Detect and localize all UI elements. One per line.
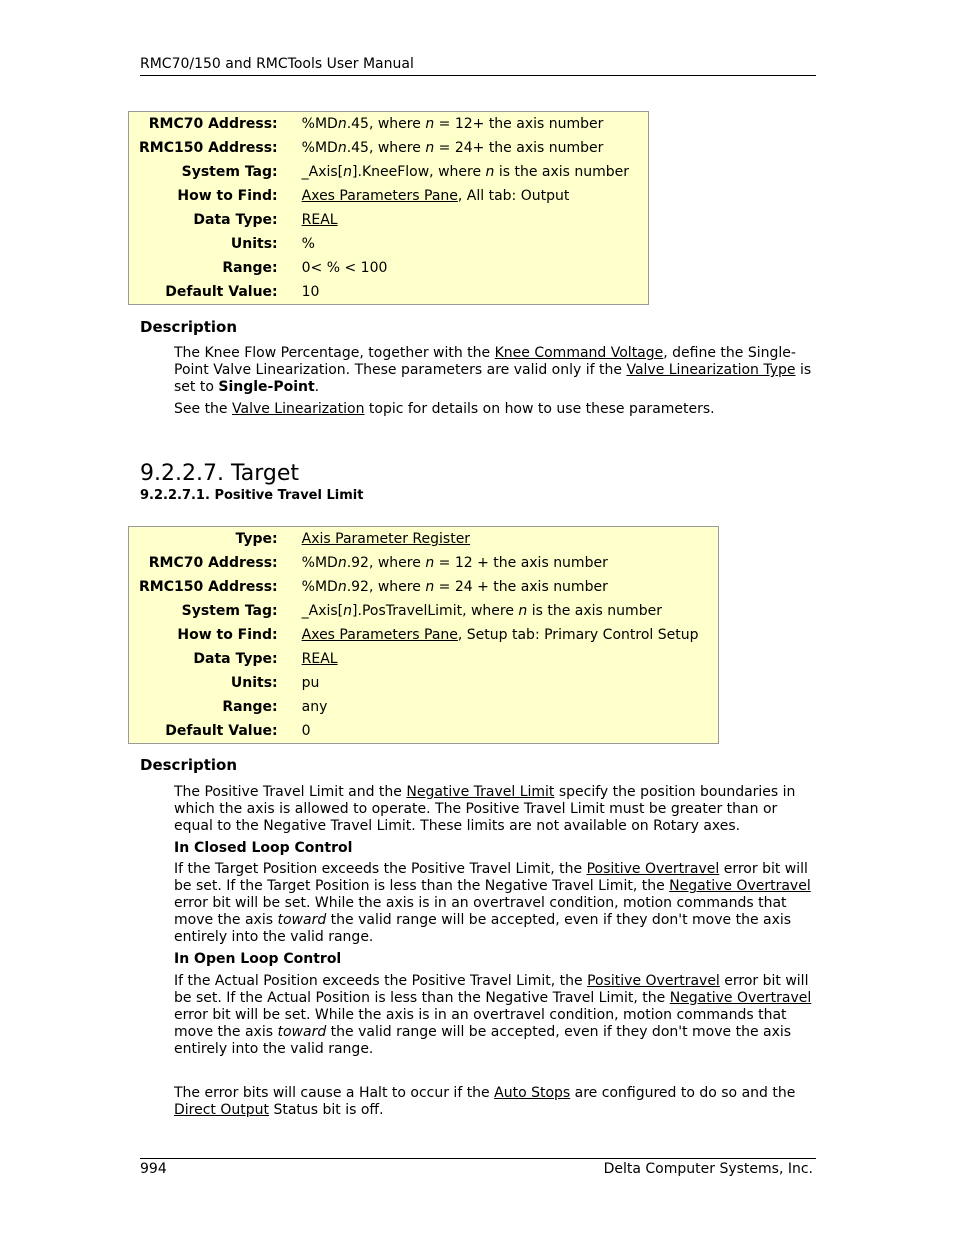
value-var: n — [425, 579, 435, 595]
row-value: 0< % < 100 — [301, 260, 388, 276]
text: Status bit is off. — [269, 1102, 384, 1118]
table-row — [129, 719, 718, 743]
text: are configured to do so and the — [570, 1085, 796, 1101]
row-value — [302, 575, 718, 599]
row-label: Default Value: — [165, 723, 278, 739]
open-loop-description — [174, 973, 814, 1058]
row-value — [302, 623, 718, 647]
row-value: any — [301, 699, 328, 715]
text: is set to — [174, 362, 812, 395]
travel-limit-description — [174, 784, 814, 835]
value-var: n — [343, 164, 353, 180]
page-number: 994 — [140, 1161, 167, 1177]
value-var: n — [425, 116, 435, 132]
value-var: n — [518, 603, 528, 619]
section-title: 9.2.2.7. Target — [140, 461, 300, 486]
row-value — [302, 599, 718, 623]
description-heading: Description — [140, 318, 238, 336]
row-label: How to Find: — [177, 627, 278, 643]
text: the valid range will be accepted, even if they don't move the axis entirely into the valid range. — [174, 912, 792, 945]
table-row — [129, 280, 648, 304]
table-row — [129, 647, 718, 671]
value-text: _Axis[ — [301, 603, 344, 619]
value-var: n — [485, 164, 495, 180]
table-row — [129, 232, 648, 256]
table-row — [129, 623, 718, 647]
closed-loop-heading: In Closed Loop Control — [174, 840, 353, 856]
table-row — [129, 160, 648, 184]
row-label: Units: — [230, 675, 278, 691]
text: error bit will be set. While the axis is in an overtravel condition, motion commands that move the axis — [174, 895, 787, 928]
table-row — [129, 551, 718, 575]
bold-text: Single-Point — [218, 379, 315, 395]
negative-overtravel-link[interactable]: Negative Overtravel — [669, 990, 812, 1006]
row-value — [302, 184, 648, 208]
row-label: Range: — [222, 699, 278, 715]
text: error bit will be set. While the axis is in an overtravel condition, motion commands that move the axis — [174, 1007, 787, 1040]
value-text: = 24 + the axis number — [434, 579, 608, 595]
footer-divider — [140, 1158, 816, 1159]
positive-overtravel-link[interactable]: Positive Overtravel — [586, 861, 720, 877]
row-label: RMC70 Address: — [148, 555, 278, 571]
value-var: n — [425, 555, 435, 571]
auto-stops-link[interactable]: Auto Stops — [494, 1085, 571, 1101]
value-var: n — [337, 116, 347, 132]
row-value — [302, 647, 718, 671]
value-var: n — [337, 555, 347, 571]
knee-flow-parameter-table — [128, 111, 649, 305]
real-link[interactable]: REAL — [301, 212, 338, 228]
value-text: is the axis number — [494, 164, 630, 180]
text: If the Actual Position exceeds the Positive Travel Limit, the — [174, 973, 588, 989]
row-label: Range: — [222, 260, 278, 276]
row-value — [302, 527, 718, 551]
table-row — [129, 112, 648, 136]
closed-loop-description — [174, 861, 814, 946]
table-row — [129, 136, 648, 160]
text: See the — [174, 401, 232, 417]
text: the valid range will be accepted, even if they don't move the axis entirely into the valid range. — [174, 1024, 792, 1057]
emphasis-text: toward — [277, 1024, 327, 1040]
row-label: How to Find: — [177, 188, 278, 204]
value-text: _Axis[ — [301, 164, 344, 180]
negative-overtravel-link[interactable]: Negative Overtravel — [669, 878, 811, 894]
value-text: .45, where — [346, 116, 426, 132]
value-text: = 12+ the axis number — [434, 116, 604, 132]
direct-output-link[interactable]: Direct Output — [174, 1102, 269, 1118]
axes-parameters-pane-link[interactable]: Axes Parameters Pane — [301, 627, 458, 643]
knee-flow-description — [174, 345, 814, 396]
table-row — [129, 208, 648, 232]
value-text: %MD — [301, 140, 338, 156]
table-row — [129, 575, 718, 599]
value-var: n — [343, 603, 353, 619]
row-value — [302, 112, 648, 136]
text: topic for details on how to use these parameters. — [364, 401, 715, 417]
value-var: n — [425, 140, 435, 156]
text: , define the Single-Point Valve Linearization. These parameters are valid only if the — [174, 345, 796, 378]
emphasis-text: toward — [277, 912, 327, 928]
manual-title: RMC70/150 and RMCTools User Manual — [140, 56, 414, 72]
table-row — [129, 671, 718, 695]
subsection-title: 9.2.2.7.1. Positive Travel Limit — [140, 488, 364, 503]
axes-parameters-pane-link[interactable]: Axes Parameters Pane — [301, 188, 458, 204]
row-label: Data Type: — [193, 212, 278, 228]
text: The error bits will cause a Halt to occur if the — [174, 1085, 495, 1101]
valve-linearization-reference — [174, 401, 814, 418]
text: If the Target Position exceeds the Positive Travel Limit, the — [174, 861, 587, 877]
table-row — [129, 695, 718, 719]
value-text: = 12 + the axis number — [434, 555, 608, 571]
text: . — [314, 379, 320, 395]
value-text: ].KneeFlow, where — [352, 164, 486, 180]
page-header — [140, 56, 816, 76]
row-value — [302, 160, 648, 184]
row-label: System Tag: — [181, 603, 278, 619]
table-row — [129, 184, 648, 208]
value-text: is the axis number — [527, 603, 662, 619]
text: The Knee Flow Percentage, together with the — [174, 345, 495, 361]
value-text: %MD — [301, 116, 338, 132]
row-label: RMC150 Address: — [139, 579, 278, 595]
real-link[interactable]: REAL — [301, 651, 338, 667]
value-text: %MD — [301, 579, 338, 595]
text: error bit will be set. If the Actual Position is less than the Negative Travel Limit, the — [174, 973, 809, 1006]
company-name: Delta Computer Systems, Inc. — [603, 1161, 813, 1177]
row-label: Type: — [235, 531, 278, 547]
text: specify the position boundaries in which the axis is allowed to operate. The Positive Travel Limit must be greater than or equal to the Negative Travel Limit. These limits are not available on Rotary axes. — [174, 784, 796, 834]
row-label: RMC70 Address: — [148, 116, 278, 132]
open-loop-heading: In Open Loop Control — [174, 951, 342, 967]
text: error bit will be set. If the Target Position is less than the Negative Travel Limit, the — [174, 861, 808, 894]
value-var: n — [337, 140, 347, 156]
positive-overtravel-link[interactable]: Positive Overtravel — [587, 973, 720, 989]
value-text: .92, where — [346, 555, 426, 571]
row-value — [302, 136, 648, 160]
knee-command-voltage-link[interactable]: Knee Command Voltage — [494, 345, 664, 361]
row-label: Units: — [230, 236, 278, 252]
value-text: , Setup tab: Primary Control Setup — [457, 627, 699, 643]
value-var: n — [337, 579, 347, 595]
table-row — [129, 527, 718, 551]
description-heading: Description — [140, 756, 238, 774]
row-value: 0 — [301, 723, 311, 739]
row-label: Default Value: — [165, 284, 278, 300]
row-value — [302, 208, 648, 232]
row-label: RMC150 Address: — [139, 140, 278, 156]
value-text: ].PosTravelLimit, where — [352, 603, 519, 619]
value-text: .92, where — [346, 579, 426, 595]
axis-parameter-register-link[interactable]: Axis Parameter Register — [301, 531, 471, 547]
row-value: % — [301, 236, 315, 252]
row-value: pu — [301, 675, 320, 691]
value-text: = 24+ the axis number — [434, 140, 604, 156]
row-label: System Tag: — [181, 164, 278, 180]
error-bits-note — [174, 1085, 814, 1119]
valve-linearization-type-link[interactable]: Valve Linearization Type — [626, 362, 796, 378]
negative-travel-limit-link[interactable]: Negative Travel Limit — [406, 784, 555, 800]
value-text: .45, where — [346, 140, 426, 156]
text: The Positive Travel Limit and the — [174, 784, 407, 800]
valve-linearization-link[interactable]: Valve Linearization — [232, 401, 365, 417]
value-text: %MD — [301, 555, 338, 571]
row-label: Data Type: — [193, 651, 278, 667]
row-value — [302, 551, 718, 575]
row-value: 10 — [301, 284, 320, 300]
value-text: , All tab: Output — [457, 188, 570, 204]
table-row — [129, 599, 718, 623]
positive-travel-limit-parameter-table — [128, 526, 719, 744]
table-row — [129, 256, 648, 280]
